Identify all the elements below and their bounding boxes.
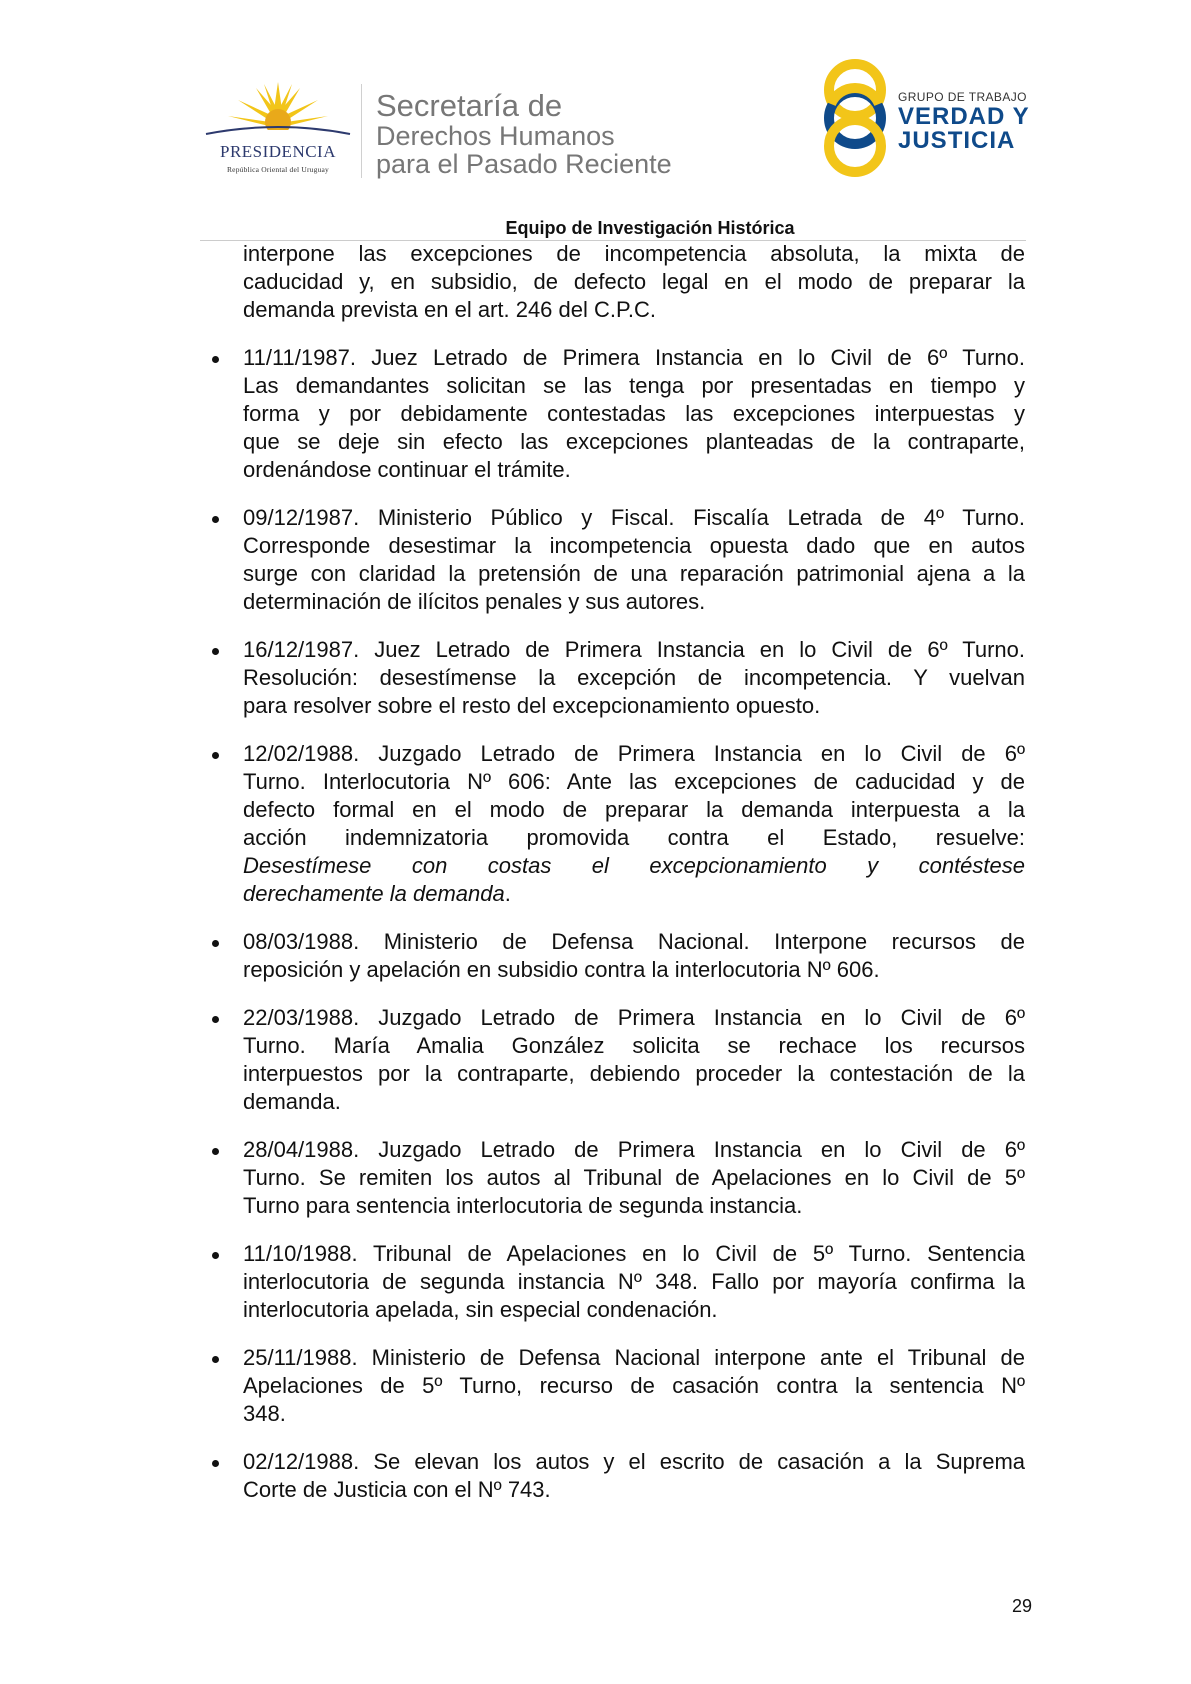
text-line: 22/03/1988. Juzgado Letrado de Primera Instancia en lo Civil de 6º bbox=[243, 1005, 1025, 1030]
trailing-period: . bbox=[504, 881, 511, 906]
text-line-italic: Desestímese con costas el excepcionamiento y contéstese bbox=[243, 853, 1025, 878]
list-item bbox=[243, 740, 1025, 908]
bullet-icon bbox=[212, 648, 219, 655]
text-line: determinación de ilícitos penales y sus autores. bbox=[243, 589, 706, 614]
list-item bbox=[243, 504, 1025, 616]
text-line: defecto formal en el modo de preparar la demanda interpuesta a la bbox=[243, 797, 1025, 822]
text-line: 02/12/1988. Se elevan los autos y el escrito de casación a la Suprema bbox=[243, 1449, 1025, 1474]
text-line: interlocutoria apelada, sin especial condenación. bbox=[243, 1297, 718, 1322]
text-line: demanda prevista en el art. 246 del C.P.C. bbox=[243, 297, 656, 322]
text-line: caducidad y, en subsidio, de defecto legal en el modo de preparar la bbox=[243, 269, 1025, 294]
grupo-trabajo-logo bbox=[818, 56, 1028, 180]
text-line: Apelaciones de 5º Turno, recurso de casación contra la sentencia Nº bbox=[243, 1373, 1025, 1398]
grupo-trabajo-label: GRUPO DE TRABAJO bbox=[898, 90, 1027, 104]
text-line: 11/11/1987. Juez Letrado de Primera Instancia en lo Civil de 6º Turno. bbox=[243, 345, 1025, 370]
interlocking-rings-icon bbox=[818, 56, 892, 180]
bullet-icon bbox=[212, 1252, 219, 1259]
text-line: acción indemnizatoria promovida contra el Estado, resuelve: bbox=[243, 825, 1025, 850]
text-line: Corte de Justicia con el Nº 743. bbox=[243, 1477, 551, 1502]
justicia-label: JUSTICIA bbox=[898, 127, 1016, 154]
presidencia-logo bbox=[198, 80, 358, 176]
bullet-icon bbox=[212, 1016, 219, 1023]
text-line: demanda. bbox=[243, 1089, 341, 1114]
sun-emblem-icon bbox=[198, 80, 358, 140]
list-item bbox=[243, 928, 1025, 984]
text-line: Corresponde desestimar la incompetencia opuesta dado que en autos bbox=[243, 533, 1025, 558]
text-line: para resolver sobre el resto del excepcionamiento opuesto. bbox=[243, 693, 821, 718]
bullet-icon bbox=[212, 1148, 219, 1155]
text-line: 09/12/1987. Ministerio Público y Fiscal. Fiscalía Letrada de 4º Turno. bbox=[243, 505, 1025, 530]
team-subtitle: Equipo de Investigación Histórica bbox=[505, 218, 795, 238]
list-item bbox=[243, 636, 1025, 720]
text-line: Turno para sentencia interlocutoria de segunda instancia. bbox=[243, 1193, 803, 1218]
list-item bbox=[243, 344, 1025, 484]
text-line bbox=[243, 880, 1025, 908]
bullet-icon bbox=[212, 752, 219, 759]
text-line: que se deje sin efecto las excepciones planteadas de la contraparte, bbox=[243, 429, 1025, 454]
text-line: 12/02/1988. Juzgado Letrado de Primera Instancia en lo Civil de 6º bbox=[243, 741, 1025, 766]
text-line: 11/10/1988. Tribunal de Apelaciones en lo Civil de 5º Turno. Sentencia bbox=[243, 1241, 1025, 1266]
page-number: 29 bbox=[1011, 1596, 1032, 1616]
text-line: surge con claridad la pretensión de una reparación patrimonial ajena a la bbox=[243, 561, 1025, 586]
list-item bbox=[243, 1136, 1025, 1220]
text-line: Las demandantes solicitan se las tenga por presentadas en tiempo y bbox=[243, 373, 1025, 398]
secretaria-line-1: Secretaría de bbox=[376, 88, 563, 123]
list-item bbox=[243, 1344, 1025, 1428]
text-line: 28/04/1988. Juzgado Letrado de Primera Instancia en lo Civil de 6º bbox=[243, 1137, 1025, 1162]
text-line: 348. bbox=[243, 1401, 286, 1426]
bullet-icon bbox=[212, 1460, 219, 1467]
logo-divider bbox=[361, 84, 362, 178]
secretaria-line-2: Derechos Humanos bbox=[376, 121, 615, 151]
text-line: ordenándose continuar el trámite. bbox=[243, 457, 571, 482]
text-line: 25/11/1988. Ministerio de Defensa Nacional interpone ante el Tribunal de bbox=[243, 1345, 1025, 1370]
text-line: interpone las excepciones de incompetencia absoluta, la mixta de bbox=[243, 241, 1025, 266]
text-line: forma y por debidamente contestadas las excepciones interpuestas y bbox=[243, 401, 1025, 426]
secretaria-logo bbox=[376, 90, 672, 178]
document-body bbox=[243, 240, 1025, 1524]
text-line: Turno. María Amalia González solicita se rechace los recursos bbox=[243, 1033, 1025, 1058]
bullet-icon bbox=[212, 940, 219, 947]
text-line: Turno. Interlocutoria Nº 606: Ante las excepciones de caducidad y de bbox=[243, 769, 1025, 794]
bullet-icon bbox=[212, 356, 219, 363]
text-line: reposición y apelación en subsidio contra la interlocutoria Nº 606. bbox=[243, 957, 880, 982]
presidencia-subtitle: República Oriental del Uruguay bbox=[226, 165, 329, 174]
list-item bbox=[243, 1448, 1025, 1504]
text-line: Resolución: desestímense la excepción de incompetencia. Y vuelvan bbox=[243, 665, 1025, 690]
list-item bbox=[243, 1004, 1025, 1116]
text-line: interpuestos por la contraparte, debiendo proceder la contestación de la bbox=[243, 1061, 1025, 1086]
text-line: 08/03/1988. Ministerio de Defensa Nacional. Interpone recursos de bbox=[243, 929, 1025, 954]
page-header bbox=[0, 0, 1191, 240]
text-line: 16/12/1987. Juez Letrado de Primera Instancia en lo Civil de 6º Turno. bbox=[243, 637, 1025, 662]
intro-paragraph bbox=[243, 240, 1025, 324]
bullet-icon bbox=[212, 1356, 219, 1363]
secretaria-line-3: para el Pasado Reciente bbox=[376, 149, 672, 179]
italic-phrase: derechamente la demanda bbox=[243, 881, 505, 906]
text-line: Turno. Se remiten los autos al Tribunal de Apelaciones en lo Civil de 5º bbox=[243, 1165, 1025, 1190]
list-item bbox=[243, 1240, 1025, 1324]
text-line: interlocutoria de segunda instancia Nº 348. Fallo por mayoría confirma la bbox=[243, 1269, 1025, 1294]
verdad-label: VERDAD Y bbox=[898, 103, 1030, 130]
bullet-icon bbox=[212, 516, 219, 523]
presidencia-name: PRESIDENCIA bbox=[219, 142, 336, 161]
